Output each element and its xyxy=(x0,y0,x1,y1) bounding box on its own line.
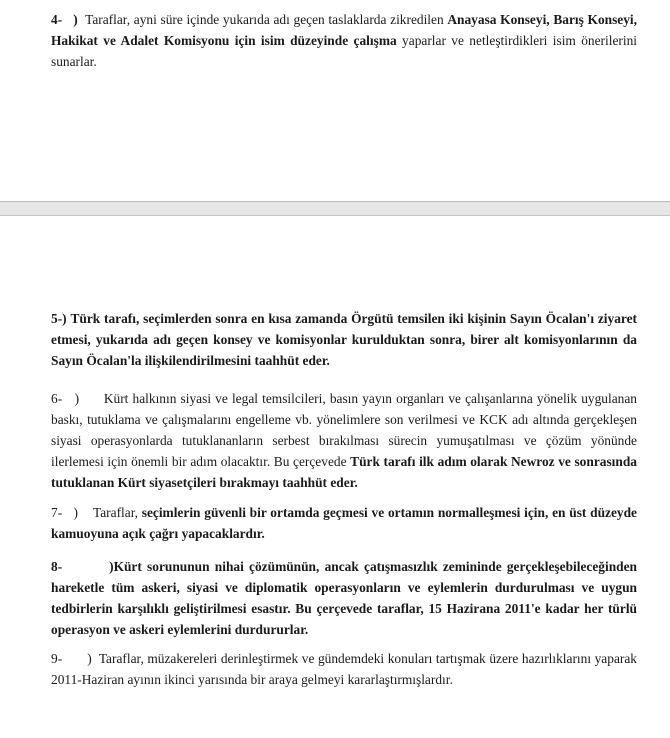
item-5-number: 5-) xyxy=(51,311,67,326)
item-5-text: Türk tarafı, seçimlerden sonra en kısa zamanda Örgütü temsilen iki kişinin Sayın Öcalan'ı ziyaret etmesi, yukarıda adı geçen konsey ve komisyonlar kurulduktan sonra, birer alt komisyonlarının da Sayın Öcalan'la ilişkilendirilmesini taahhüt eder. xyxy=(51,311,637,368)
item-9-paren: ) xyxy=(87,651,92,666)
item-4-paren: ) xyxy=(73,12,78,27)
item-4-number: 4- xyxy=(51,12,63,27)
item-6-number: 6- xyxy=(51,391,63,406)
item-7-paren: ) xyxy=(73,505,78,520)
document-page-1 xyxy=(0,0,670,201)
item-6-paren: ) xyxy=(74,391,80,406)
item-6-paragraph xyxy=(51,388,637,493)
item-4-text-a: Taraflar, ayni süre içinde yukarıda adı geçen taslaklarda zikredilen xyxy=(85,12,448,27)
item-4-text-c: yaparlar ve netleştirdikleri isim önerilerini sunarlar. xyxy=(51,33,637,69)
item-4-paragraph xyxy=(51,9,637,72)
item-7-text-a: Taraflar, xyxy=(92,505,142,520)
item-9-paragraph xyxy=(51,648,637,690)
item-9-number: 9- xyxy=(51,651,63,666)
item-8-paren: ) xyxy=(109,559,114,574)
item-7-paragraph xyxy=(51,502,637,544)
page-break xyxy=(0,201,670,216)
item-6-text-a: Kürt halkının siyasi ve legal temsilcileri, basın yayın organları ve çalışanlarına yönelik uygulanan baskı, tutuklama ve çalışmalarını engelleme vb. yönelimlere son verilmesi ve KCK adı altında gerçekleşen siyasi operasyonlarda tutuklananların serbest bırakılması sürecin yumuşatılması ve çözüm yönünde ilerlemesi için önemli bir adım olacaktır. Bu çerçevede xyxy=(51,391,637,469)
document-page-2 xyxy=(0,216,670,738)
item-8-number: 8- xyxy=(51,559,63,574)
item-9-text: Taraflar, müzakereleri derinleştirmek ve gündemdeki konuları tartışmak üzere hazırlıklarını yaparak 2011-Haziran ayının ikinci yarısında bir araya gelmeyi kararlaştırmışlardır. xyxy=(51,651,637,687)
item-4-bold-text: Anayasa Konseyi, Barış Konseyi, Hakikat ve Adalet Komisyonu için isim düzeyinde çalışma xyxy=(51,12,637,48)
item-7-number: 7- xyxy=(51,505,63,520)
item-7-bold-text: seçimlerin güvenli bir ortamda geçmesi ve ortamın normalleşmesi için, en üst düzeyde kamuoyuna açık çağrı yapacaklardır. xyxy=(51,505,637,541)
item-8-text: Kürt sorununun nihai çözümünün, ancak çatışmasızlık zemininde gerçekleşebileceğinden hareketle tüm askeri, siyasi ve diplomatik operasyonların ve eylemlerin durdurulması ve uygun tedbirlerin karşılıklı geliştirilmesi esastır. Bu çerçevede taraflar, 15 Hazirana 2011'e kadar her türlü operasyon ve askeri eylemlerini durdururlar. xyxy=(51,559,638,637)
item-6-bold-text: Türk tarafı ilk adım olarak Newroz ve sonrasında tutuklanan Kürt siyasetçileri bırakmayı taahhüt eder. xyxy=(51,454,637,490)
item-8-paragraph xyxy=(51,556,637,640)
item-5-paragraph xyxy=(51,308,637,371)
